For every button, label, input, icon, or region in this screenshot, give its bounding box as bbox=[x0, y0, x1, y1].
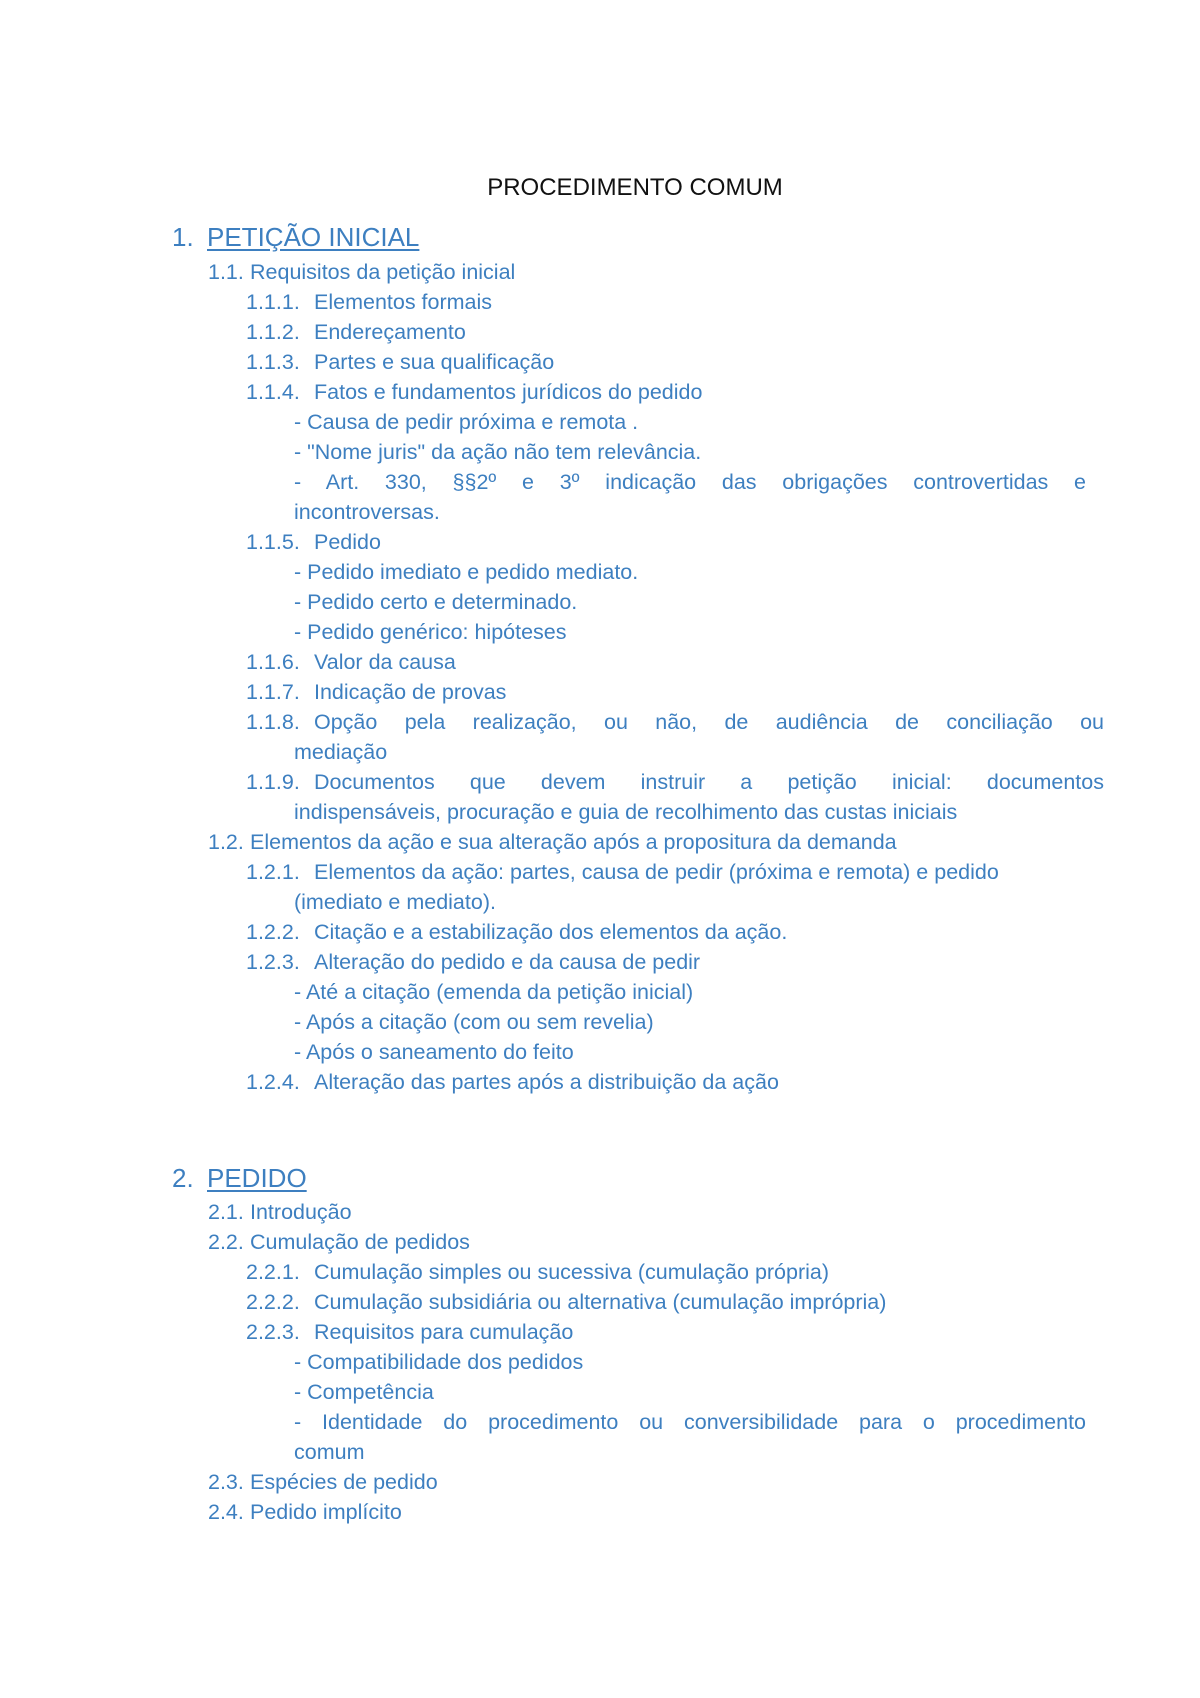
item-number: 2.4. bbox=[208, 1500, 244, 1524]
item-text: Alteração do pedido e da causa de pedir bbox=[314, 950, 701, 974]
section-heading-link[interactable]: PEDIDO bbox=[207, 1163, 307, 1193]
item-text: Endereçamento bbox=[314, 320, 466, 344]
list-item bbox=[246, 678, 506, 706]
item-text: Indicação de provas bbox=[314, 680, 507, 704]
list-item bbox=[208, 258, 515, 286]
document-title: PROCEDIMENTO COMUM bbox=[487, 174, 783, 201]
item-number: 1.2.2. bbox=[246, 920, 300, 944]
item-text: Valor da causa bbox=[314, 650, 456, 674]
item-text: Citação e a estabilização dos elementos da ação. bbox=[314, 920, 788, 944]
item-number: 1.1.9. bbox=[246, 770, 300, 794]
section-heading-pedido bbox=[172, 1162, 307, 1194]
item-text-continuation: indispensáveis, procuração e guia de recolhimento das custas iniciais bbox=[294, 800, 958, 824]
bullet-item: - "Nome juris" da ação não tem relevância. bbox=[294, 440, 702, 464]
item-text: Requisitos da petição inicial bbox=[250, 260, 516, 284]
list-item bbox=[246, 1318, 573, 1346]
item-text: Alteração das partes após a distribuição da ação bbox=[314, 1070, 779, 1094]
item-text-continuation: (imediato e mediato). bbox=[294, 890, 496, 914]
bullet-item-continuation: incontroversas. bbox=[294, 500, 440, 524]
list-item bbox=[246, 768, 1104, 796]
item-number: 1.2. bbox=[208, 830, 244, 854]
bullet-item: - Pedido genérico: hipóteses bbox=[294, 620, 567, 644]
item-number: 1.2.4. bbox=[246, 1070, 300, 1094]
list-item bbox=[246, 708, 1104, 736]
item-text: Elementos formais bbox=[314, 290, 493, 314]
section-heading-link[interactable]: PETIÇÃO INICIAL bbox=[207, 222, 420, 252]
bullet-item: - Causa de pedir próxima e remota . bbox=[294, 410, 639, 434]
list-item bbox=[246, 1288, 886, 1316]
item-text-continuation: mediação bbox=[294, 740, 388, 764]
bullet-item: - Pedido imediato e pedido mediato. bbox=[294, 560, 639, 584]
item-text: Introdução bbox=[250, 1200, 352, 1224]
list-item bbox=[246, 648, 456, 676]
item-text: Cumulação simples ou sucessiva (cumulação própria) bbox=[314, 1260, 830, 1284]
list-item bbox=[246, 858, 999, 886]
list-item bbox=[246, 528, 381, 556]
item-number: 1.1.4. bbox=[246, 380, 300, 404]
list-item bbox=[246, 1258, 829, 1286]
item-text: Documentos que devem instruir a petição inicial: documentos bbox=[314, 770, 1104, 794]
list-item bbox=[246, 288, 492, 316]
list-item bbox=[208, 828, 897, 856]
item-number: 2.1. bbox=[208, 1200, 244, 1224]
item-number: 1.1.7. bbox=[246, 680, 300, 704]
item-text: Elementos da ação: partes, causa de pedir (próxima e remota) e pedido bbox=[314, 860, 999, 884]
list-item bbox=[208, 1468, 438, 1496]
list-item bbox=[208, 1228, 470, 1256]
item-number: 2.2.3. bbox=[246, 1320, 300, 1344]
section-number: 2. bbox=[172, 1163, 194, 1193]
item-text: Partes e sua qualificação bbox=[314, 350, 555, 374]
bullet-item: - Compatibilidade dos pedidos bbox=[294, 1350, 584, 1374]
item-number: 2.3. bbox=[208, 1470, 244, 1494]
item-number: 2.2.1. bbox=[246, 1260, 300, 1284]
item-number: 1.1. bbox=[208, 260, 244, 284]
bullet-item: - Identidade do procedimento ou conversibilidade para o procedimento bbox=[294, 1410, 1086, 1434]
section-number: 1. bbox=[172, 222, 194, 252]
list-item bbox=[208, 1498, 402, 1526]
item-number: 1.1.1. bbox=[246, 290, 300, 314]
item-number: 1.1.5. bbox=[246, 530, 300, 554]
bullet-item: - Competência bbox=[294, 1380, 434, 1404]
bullet-item-continuation: comum bbox=[294, 1440, 365, 1464]
list-item bbox=[246, 948, 700, 976]
item-text: Cumulação subsidiária ou alternativa (cumulação imprópria) bbox=[314, 1290, 887, 1314]
item-number: 1.1.8. bbox=[246, 710, 300, 734]
item-number: 1.1.2. bbox=[246, 320, 300, 344]
item-number: 1.2.1. bbox=[246, 860, 300, 884]
item-number: 2.2.2. bbox=[246, 1290, 300, 1314]
bullet-item: - Após a citação (com ou sem revelia) bbox=[294, 1010, 654, 1034]
item-text: Espécies de pedido bbox=[250, 1470, 438, 1494]
bullet-item: - Até a citação (emenda da petição inicial) bbox=[294, 980, 694, 1004]
item-text: Cumulação de pedidos bbox=[250, 1230, 470, 1254]
list-item bbox=[246, 318, 466, 346]
item-number: 1.1.6. bbox=[246, 650, 300, 674]
list-item bbox=[246, 348, 554, 376]
item-text: Pedido implícito bbox=[250, 1500, 402, 1524]
item-text: Requisitos para cumulação bbox=[314, 1320, 574, 1344]
list-item bbox=[246, 378, 702, 406]
item-text: Elementos da ação e sua alteração após a propositura da demanda bbox=[250, 830, 897, 854]
item-number: 1.2.3. bbox=[246, 950, 300, 974]
list-item bbox=[208, 1198, 352, 1226]
item-text: Fatos e fundamentos jurídicos do pedido bbox=[314, 380, 703, 404]
item-text: Pedido bbox=[314, 530, 381, 554]
bullet-item: - Pedido certo e determinado. bbox=[294, 590, 578, 614]
bullet-item: - Após o saneamento do feito bbox=[294, 1040, 574, 1064]
item-text: Opção pela realização, ou não, de audiência de conciliação ou bbox=[314, 710, 1104, 734]
list-item bbox=[246, 918, 787, 946]
item-number: 2.2. bbox=[208, 1230, 244, 1254]
bullet-item: - Art. 330, §§2º e 3º indicação das obrigações controvertidas e bbox=[294, 470, 1086, 494]
list-item bbox=[246, 1068, 779, 1096]
section-heading-peticao-inicial bbox=[172, 221, 419, 253]
item-number: 1.1.3. bbox=[246, 350, 300, 374]
